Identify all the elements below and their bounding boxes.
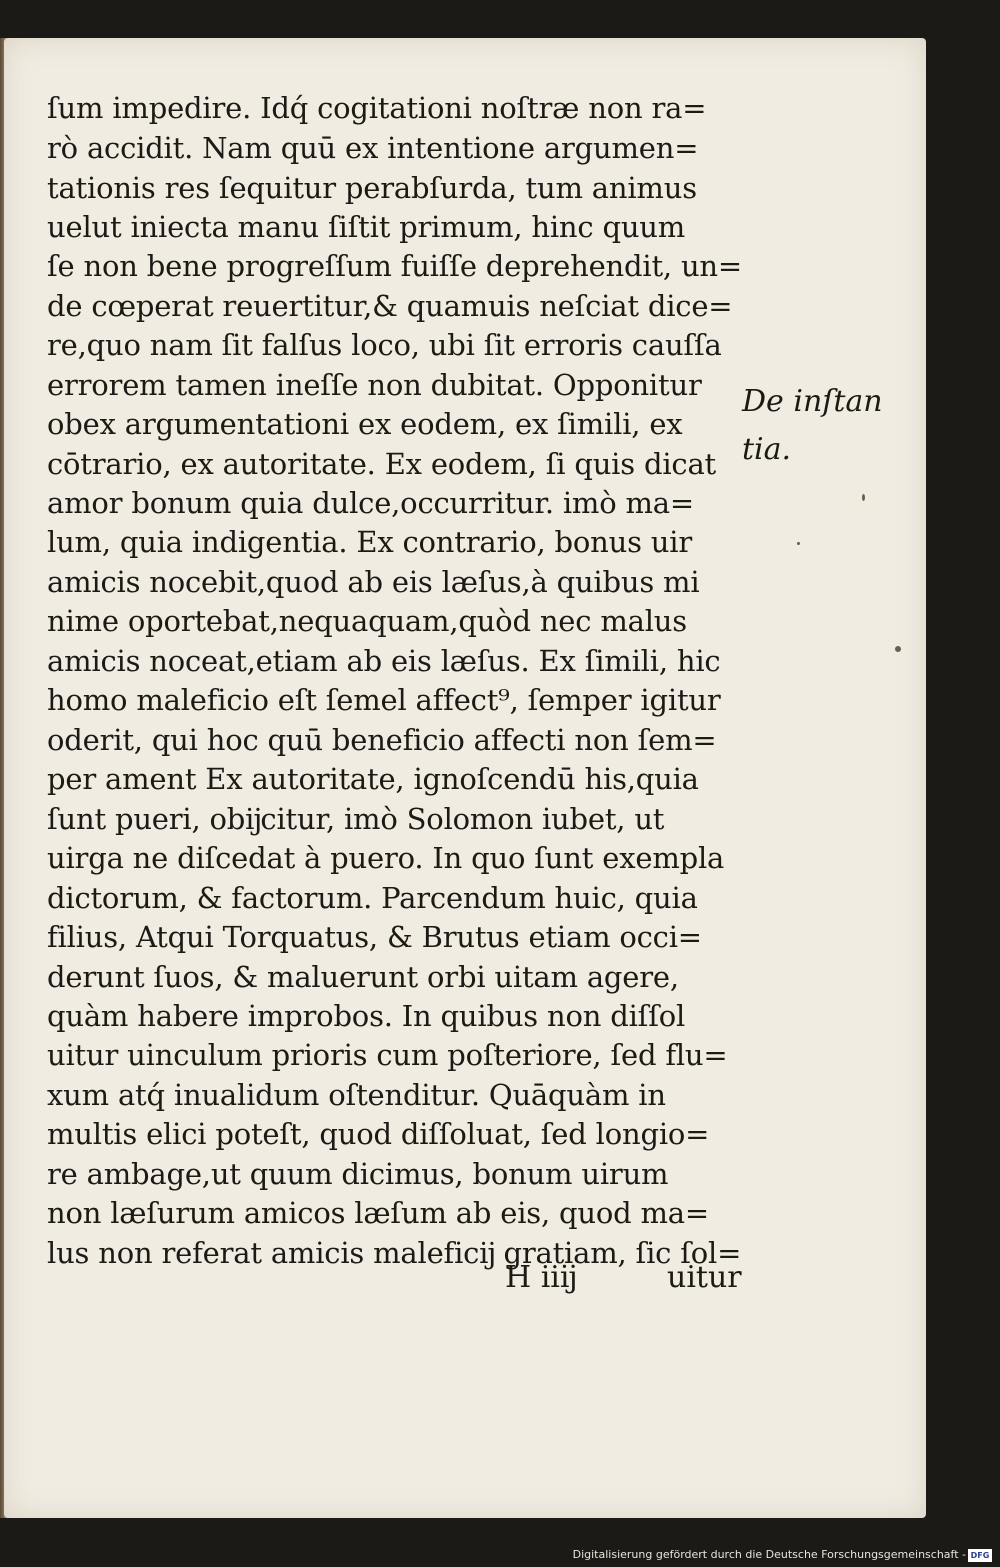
ink-speck — [797, 542, 800, 545]
text-line: re,quo nam ſit falſus loco, ubi ſit erroris cauſſa — [47, 328, 722, 362]
margin-note — [742, 378, 883, 474]
catchword: uitur — [667, 1260, 742, 1295]
text-line: errorem tamen ineſſe non dubitat. Opponitur — [47, 368, 702, 402]
text-line: non læſurum amicos læſum ab eis, quod ma= — [47, 1196, 709, 1230]
text-line: xum atq́ inualidum oſtenditur. Quāquàm in — [47, 1078, 666, 1112]
text-line: derunt ſuos, & maluerunt orbi uitam agere, — [47, 960, 679, 994]
signature-mark: H iiĳ — [505, 1260, 576, 1295]
text-line: lum, quia indigentia. Ex contrario, bonus uir — [47, 525, 693, 559]
text-line: amicis noceat,etiam ab eis læſus. Ex ſimili, hic — [47, 644, 721, 678]
text-line: nime oportebat,nequaquam,quòd nec malus — [47, 604, 687, 638]
margin-note-line: De inſtan — [742, 384, 883, 419]
text-line: re ambage,ut quum dicimus, bonum uirum — [47, 1157, 669, 1191]
text-line: uelut iniecta manu ſiſtit primum, hinc quum — [47, 210, 686, 244]
text-line: filius, Atqui Torquatus, & Brutus etiam occi= — [47, 920, 702, 954]
text-line: cōtrario, ex autoritate. Ex eodem, ſi quis dicat — [47, 447, 716, 481]
text-line: oderit, qui hoc quū beneficio affecti non ſem= — [47, 723, 717, 757]
text-line: amicis nocebit,quod ab eis læſus,à quibus mi — [47, 565, 700, 599]
text-line: ſum impedire. Idq́ cogitationi noſtræ non ra= — [47, 91, 707, 125]
text-line: ſe non bene progreſſum fuiſſe deprehendit, un= — [47, 249, 743, 283]
text-line: multis elici poteſt, quod diſſoluat, ſed longio= — [47, 1117, 710, 1151]
text-line: homo maleficio eſt ſemel affect⁹, ſemper igitur — [47, 683, 721, 717]
text-line: uirga ne diſcedat à puero. In quo ſunt exempla — [47, 841, 725, 875]
dfg-logo: DFG — [968, 1549, 992, 1562]
text-line: quàm habere improbos. In quibus non diſſol — [47, 999, 686, 1033]
text-line: tationis res ſequitur perabſurda, tum animus — [47, 171, 697, 205]
digitization-credit: Digitalisierung gefördert durch die Deutsche Forschungsgemeinschaft - — [572, 1548, 966, 1561]
text-line: obex argumentationi ex eodem, ex ſimili, ex — [47, 407, 683, 441]
ink-speck — [862, 494, 865, 501]
text-line: dictorum, & factorum. Parcendum huic, quia — [47, 881, 698, 915]
ink-speck — [895, 646, 901, 652]
text-line: uitur uinculum prioris cum poſteriore, ſed flu= — [47, 1038, 728, 1072]
text-line: de cœperat reuertitur,& quamuis neſciat dice= — [47, 289, 733, 323]
margin-note-line: tia. — [742, 432, 792, 467]
text-line: lus non referat amicis maleficĳ gratiam, ſic ſol= — [47, 1236, 742, 1270]
text-line: amor bonum quia dulce,occurritur. imò ma= — [47, 486, 694, 520]
text-line: per ament Ex autoritate, ignoſcendū his,quia — [47, 762, 699, 796]
text-line: rò accidit. Nam quū ex intentione argumen= — [47, 131, 699, 165]
text-line: ſunt pueri, obĳcitur, imò Solomon iubet, ut — [47, 802, 665, 836]
